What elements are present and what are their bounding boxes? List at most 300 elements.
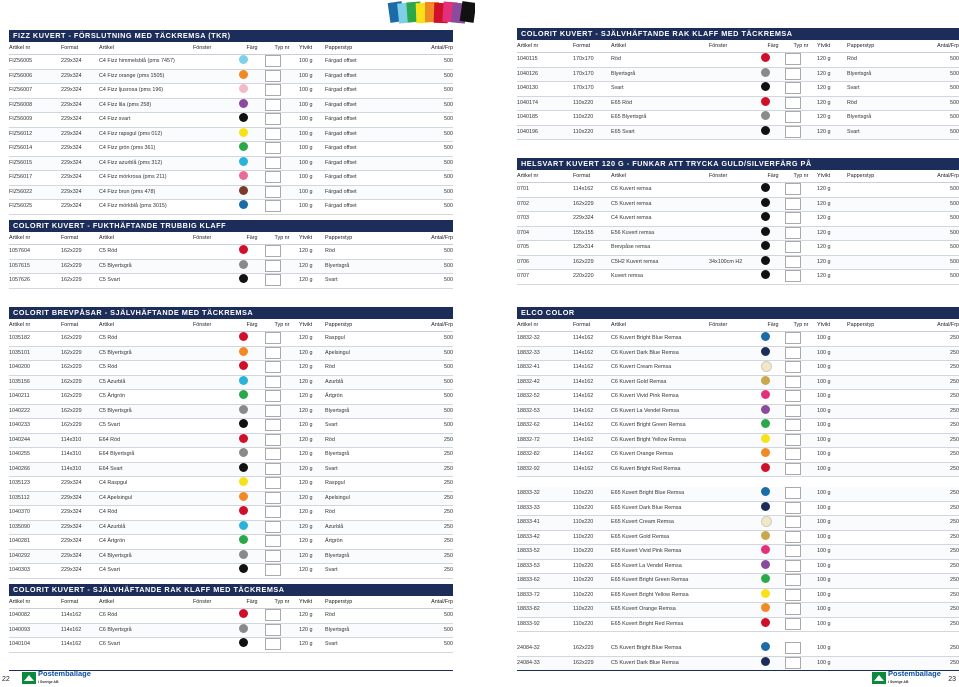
cell-fonster: [709, 448, 761, 462]
color-swatch-icon: [761, 657, 770, 666]
type-nr-box: [785, 361, 801, 373]
color-cell: [239, 245, 265, 259]
cell-artikel: C4 Fizz mörkrosa (pms 211): [99, 174, 167, 180]
color-swatch-icon: [761, 212, 770, 221]
column-header: Artikel: [99, 599, 114, 605]
column-header: Färg: [246, 235, 258, 241]
cell-artikel: E65 Kuvert Cream Remsa: [611, 519, 674, 525]
cell-ytvikt: 120 g: [299, 335, 313, 341]
cell-papper: [847, 227, 907, 241]
cell-antal: 250: [950, 548, 959, 554]
cell-nr: 24084-33: [517, 659, 540, 666]
color-swatch-icon: [239, 521, 248, 530]
table-row: [517, 560, 959, 575]
cell-antal: 500: [950, 114, 959, 120]
cell-ytvikt: 100 g: [299, 116, 313, 122]
column-header: Färg: [246, 322, 258, 328]
table-row: [9, 200, 453, 215]
color-cell: [761, 212, 785, 226]
cell-artikel: Brevpåse remsa: [611, 244, 651, 250]
cell-nr: 1040292: [9, 552, 30, 559]
cell-antal: 500: [950, 186, 959, 192]
type-nr-box: [265, 624, 281, 636]
cell-antal: 250: [444, 451, 453, 457]
cell-papper: Röd: [325, 436, 335, 443]
type-nr-cell: [265, 390, 299, 404]
cell-nr: 1057626: [9, 277, 30, 283]
cell-nr: 24084-32: [517, 645, 540, 651]
column-header: Artikel nr: [9, 45, 31, 51]
section-fukt: [9, 220, 453, 289]
table-row: [9, 405, 453, 420]
column-header: Format: [61, 599, 79, 605]
column-header: Färg: [246, 599, 258, 605]
table-row: [9, 274, 453, 289]
color-swatch-icon: [761, 227, 770, 236]
cell-fonster: [709, 502, 761, 516]
cell-antal: 500: [444, 364, 453, 370]
color-cell: [761, 434, 785, 448]
cell-nr: FIZ56008: [9, 101, 33, 108]
cell-ytvikt: 100 g: [299, 159, 313, 166]
type-nr-cell: [785, 434, 817, 448]
table-row: [517, 270, 959, 285]
type-nr-cell: [785, 97, 817, 111]
cell-papper: Svart: [325, 567, 338, 573]
section-rak2: [517, 28, 959, 140]
cell-papper: [847, 560, 907, 574]
cell-ytvikt: 100 g: [817, 393, 831, 399]
type-nr-cell: [785, 332, 817, 346]
cell-nr: 0706: [517, 258, 529, 265]
color-swatch-icon: [761, 448, 770, 457]
color-swatch-icon: [239, 157, 248, 166]
cell-ytvikt: 100 g: [299, 174, 313, 180]
type-nr-box: [265, 70, 281, 82]
column-header: Papperstyp: [325, 235, 353, 241]
type-nr-box: [265, 245, 281, 257]
type-nr-cell: [265, 564, 299, 578]
type-nr-box: [265, 609, 281, 621]
cell-fonster: [193, 245, 239, 259]
table-row: [517, 545, 959, 560]
type-nr-box: [785, 618, 801, 630]
cell-ytvikt: 120 g: [817, 128, 831, 135]
color-cell: [239, 376, 265, 390]
cell-ytvikt: 100 g: [817, 562, 831, 569]
cell-antal: 250: [950, 451, 959, 457]
cell-nr: 0701: [517, 186, 529, 192]
cell-nr: 1040370: [9, 509, 30, 515]
cell-fonster: [193, 186, 239, 200]
cell-ytvikt: 100 g: [299, 145, 313, 151]
cell-artikel: C4 Svart: [99, 567, 120, 573]
type-nr-box: [265, 477, 281, 489]
type-nr-box: [265, 390, 281, 402]
table-row: [9, 477, 453, 492]
cell-ytvikt: 120 g: [299, 277, 313, 283]
cell-fonster: [193, 419, 239, 433]
cell-format: 110x220: [573, 128, 594, 135]
type-nr-cell: [785, 68, 817, 82]
cell-format: 229x324: [61, 567, 82, 573]
cell-fonster: [193, 171, 239, 185]
cell-ytvikt: 100 g: [817, 577, 831, 583]
cell-ytvikt: 120 g: [299, 465, 313, 472]
cell-papper: [847, 332, 907, 346]
cell-antal: 500: [950, 56, 959, 62]
color-cell: [761, 376, 785, 390]
cell-antal: 250: [950, 519, 959, 525]
cell-artikel: C4 Raspgul: [99, 480, 128, 486]
table-row: [517, 126, 959, 141]
column-header: Antal/Frp: [431, 322, 453, 328]
column-header: Format: [61, 235, 79, 241]
cell-ytvikt: 100 g: [817, 465, 831, 472]
color-swatch-icon: [239, 70, 248, 79]
cell-papper: [847, 545, 907, 559]
column-header: Papperstyp: [325, 45, 353, 51]
cell-artikel: Blyertsgrå: [611, 70, 636, 77]
cell-ytvikt: 120 g: [817, 70, 831, 77]
cell-ytvikt: 120 g: [299, 349, 313, 356]
cell-ytvikt: 120 g: [299, 393, 313, 399]
cell-format: 114x162: [61, 626, 82, 633]
cell-format: 110x220: [573, 519, 594, 525]
cell-fonster: [709, 376, 761, 390]
cell-nr: 1040196: [517, 128, 538, 135]
cell-ytvikt: 100 g: [817, 606, 831, 612]
cell-artikel: C6 Kuvert Bright Yellow Remsa: [611, 436, 686, 443]
cell-format: 114x162: [573, 436, 594, 443]
cell-papper: [847, 390, 907, 404]
table-row: [517, 390, 959, 405]
type-nr-cell: [265, 347, 299, 361]
cell-nr: 1040082: [9, 612, 30, 618]
table-row: [517, 502, 959, 517]
cell-artikel: C4 Fizz rapsgul (pms 012): [99, 130, 163, 137]
cell-nr: 1035123: [9, 480, 30, 486]
cell-format: 229x324: [61, 87, 82, 93]
table-row: [517, 487, 959, 502]
color-swatch-icon: [239, 609, 248, 618]
cell-nr: 1035182: [9, 335, 30, 341]
cell-format: 229x324: [573, 215, 594, 221]
cell-papper: Svart: [325, 465, 338, 472]
table-row: [9, 186, 453, 201]
cell-ytvikt: 120 g: [817, 244, 831, 250]
cell-papper: [847, 531, 907, 545]
cell-format: 170x170: [573, 70, 594, 77]
cell-nr: 18833-53: [517, 562, 540, 569]
cell-artikel: C6 Blyertsgrå: [99, 626, 132, 633]
color-swatch-icon: [761, 545, 770, 554]
column-header: Ytvikt: [299, 322, 313, 328]
cell-papper: Färgad offset: [325, 116, 357, 122]
type-nr-cell: [785, 270, 817, 284]
cell-format: 110x220: [573, 562, 594, 569]
cell-ytvikt: 100 g: [817, 422, 831, 428]
type-nr-box: [265, 405, 281, 417]
color-swatch-icon: [239, 274, 248, 283]
cell-format: 229x324: [61, 494, 82, 501]
cell-nr: 1035101: [9, 349, 30, 356]
cell-nr: 0705: [517, 244, 529, 250]
cell-fonster: [193, 448, 239, 462]
table-body: [517, 183, 959, 285]
type-nr-box: [265, 260, 281, 272]
column-header: Fönster: [709, 43, 728, 49]
cell-papper: Blyertsgrå: [325, 407, 350, 414]
type-nr-cell: [265, 609, 299, 623]
color-swatch-icon: [761, 531, 770, 540]
type-nr-cell: [265, 142, 299, 156]
color-cell: [239, 142, 265, 156]
color-cell: [239, 186, 265, 200]
cell-nr: 1057615: [9, 262, 30, 269]
cell-ytvikt: 100 g: [299, 58, 313, 64]
type-nr-box: [785, 463, 801, 475]
type-nr-box: [785, 405, 801, 417]
color-swatch-icon: [239, 405, 248, 414]
table-row: [9, 171, 453, 186]
cell-artikel: C6 Kuvert La Vendel Remsa: [611, 407, 680, 414]
type-nr-cell: [265, 84, 299, 98]
cell-fonster: [193, 535, 239, 549]
cell-antal: 250: [950, 577, 959, 583]
table-row: [9, 419, 453, 434]
cell-antal: 250: [444, 480, 453, 486]
cell-ytvikt: 100 g: [817, 407, 831, 414]
cell-antal: 500: [444, 349, 453, 356]
color-cell: [239, 521, 265, 535]
cell-format: 162x229: [573, 659, 594, 666]
table-row: [9, 347, 453, 362]
cell-artikel: C5 Kuvert remsa: [611, 200, 652, 207]
column-header: Artikel: [611, 173, 626, 179]
cell-fonster: [193, 390, 239, 404]
cell-ytvikt: 100 g: [817, 504, 831, 511]
color-cell: [239, 419, 265, 433]
logo-right: [872, 671, 941, 685]
cell-artikel: E65 Svart: [611, 128, 635, 135]
color-swatch-icon: [239, 492, 248, 501]
table-row: [9, 535, 453, 550]
color-swatch-icon: [761, 642, 770, 651]
cell-artikel: C6 Kuvert Bright Red Remsa: [611, 465, 681, 472]
cell-papper: [847, 487, 907, 501]
cell-ytvikt: 120 g: [299, 641, 313, 647]
color-cell: [239, 609, 265, 623]
cell-ytvikt: 120 g: [817, 186, 831, 192]
color-swatch-icon: [761, 376, 770, 385]
type-nr-cell: [265, 99, 299, 113]
cell-ytvikt: 120 g: [817, 200, 831, 207]
color-cell: [239, 550, 265, 564]
column-header: Artikel nr: [9, 235, 31, 241]
color-swatch-icon: [239, 55, 248, 64]
column-header: Ytvikt: [299, 599, 313, 605]
column-header: Artikel nr: [517, 322, 539, 328]
logo-text: Postemballage: [38, 669, 91, 678]
type-nr-cell: [785, 256, 817, 270]
type-nr-cell: [785, 657, 817, 671]
type-nr-box: [265, 492, 281, 504]
cell-artikel: E65 Kuvert Bright Red Remsa: [611, 620, 684, 627]
type-nr-cell: [785, 589, 817, 603]
cell-ytvikt: 120 g: [299, 407, 313, 414]
cell-artikel: E65 Kuvert Bright Blue Remsa: [611, 490, 685, 496]
cell-papper: Svart: [325, 641, 338, 647]
cell-ytvikt: 120 g: [817, 215, 831, 221]
cell-ytvikt: 120 g: [299, 451, 313, 457]
type-nr-box: [265, 128, 281, 140]
cell-fonster: [709, 126, 761, 140]
cell-papper: Färgad offset: [325, 174, 357, 180]
cell-nr: 1040174: [517, 99, 538, 106]
cell-artikel: E64 Blyertsgrå: [99, 451, 135, 457]
type-nr-cell: [265, 477, 299, 491]
cell-antal: 250: [444, 567, 453, 573]
table-row: [517, 332, 959, 347]
color-cell: [761, 126, 785, 140]
cell-ytvikt: 120 g: [299, 494, 313, 501]
cell-ytvikt: 100 g: [299, 203, 313, 209]
color-cell: [761, 53, 785, 67]
cell-ytvikt: 100 g: [817, 620, 831, 627]
color-swatch-icon: [761, 111, 770, 120]
cell-antal: 500: [444, 378, 453, 385]
color-cell: [761, 531, 785, 545]
color-cell: [239, 492, 265, 506]
cell-format: 170x170: [573, 85, 594, 91]
cell-antal: 250: [950, 378, 959, 385]
type-nr-cell: [265, 70, 299, 84]
cell-fonster: [709, 516, 761, 530]
color-cell: [761, 241, 785, 255]
cell-antal: 500: [444, 422, 453, 428]
cell-format: 110x220: [573, 504, 594, 511]
envelope-swatches-image: [385, 0, 475, 24]
cell-nr: 18833-82: [517, 606, 540, 612]
cell-format: 114x162: [573, 378, 594, 385]
table-row: [9, 113, 453, 128]
cell-format: 114x162: [573, 422, 594, 428]
table-row: [517, 347, 959, 362]
cell-format: 162x229: [573, 258, 594, 265]
cell-papper: [847, 642, 907, 656]
cell-artikel: C4 Fizz lila (pms 258): [99, 101, 152, 108]
color-cell: [239, 477, 265, 491]
cell-antal: 500: [444, 277, 453, 283]
color-swatch-icon: [761, 332, 770, 341]
type-nr-box: [265, 550, 281, 562]
type-nr-cell: [265, 274, 299, 288]
cell-fonster: [709, 589, 761, 603]
cell-format: 162x229: [573, 200, 594, 207]
color-swatch-icon: [761, 405, 770, 414]
cell-ytvikt: 120 g: [299, 480, 313, 486]
cell-artikel: E65 Kuvert Dark Blue Remsa: [611, 504, 682, 511]
cell-artikel: C5 Röd: [99, 335, 118, 341]
column-header: Ytvikt: [817, 173, 831, 179]
color-cell: [239, 463, 265, 477]
color-swatch-icon: [239, 463, 248, 472]
column-header: Typ nr: [274, 599, 290, 605]
cell-ytvikt: 120 g: [817, 85, 831, 91]
cell-fonster: [709, 390, 761, 404]
cell-format: 114x162: [573, 364, 594, 370]
cell-format: 110x220: [573, 620, 594, 627]
column-header: Ytvikt: [299, 235, 313, 241]
cell-papper: Färgad offset: [325, 145, 357, 151]
type-nr-cell: [265, 448, 299, 462]
table-row: [9, 638, 453, 653]
table-row: [9, 260, 453, 275]
cell-artikel: C4 Fizz orange (pms 1505): [99, 72, 165, 79]
color-cell: [761, 97, 785, 111]
color-cell: [761, 82, 785, 96]
type-nr-cell: [785, 463, 817, 477]
color-swatch-icon: [239, 245, 248, 254]
cell-antal: 500: [444, 612, 453, 618]
cell-nr: 18833-72: [517, 591, 540, 598]
cell-artikel: C5 Svart: [99, 422, 120, 428]
cell-ytvikt: 120 g: [299, 538, 313, 544]
column-header: Artikel nr: [9, 599, 31, 605]
color-swatch-icon: [239, 171, 248, 180]
cell-fonster: [193, 550, 239, 564]
cell-nr: 18832-82: [517, 451, 540, 457]
cell-papper: [847, 448, 907, 462]
type-nr-box: [265, 419, 281, 431]
type-nr-box: [785, 347, 801, 359]
cell-fonster: [193, 361, 239, 375]
cell-antal: 250: [444, 494, 453, 501]
cell-format: 114x162: [61, 612, 82, 618]
cell-papper: Färgad offset: [325, 87, 357, 93]
column-header: Fönster: [193, 322, 212, 328]
column-header: Format: [573, 173, 591, 179]
type-nr-cell: [265, 419, 299, 433]
color-cell: [761, 183, 785, 197]
type-nr-cell: [785, 126, 817, 140]
table-row: [9, 492, 453, 507]
cell-format: 114x162: [61, 641, 82, 647]
cell-artikel: C5 Azurblå: [99, 378, 126, 385]
column-header: Fönster: [193, 599, 212, 605]
cell-papper: Röd: [325, 248, 335, 254]
cell-fonster: [193, 434, 239, 448]
cell-antal: 500: [444, 72, 453, 79]
cell-antal: 250: [950, 349, 959, 356]
table-header: [517, 40, 959, 53]
cell-fonster: [193, 274, 239, 288]
cell-papper: [847, 241, 907, 255]
table-row: [9, 245, 453, 260]
cell-ytvikt: 120 g: [299, 626, 313, 633]
cell-artikel: C4 Kuvert remsa: [611, 215, 652, 221]
cell-antal: 500: [950, 99, 959, 106]
cell-artikel: E65 Röd: [611, 99, 632, 106]
type-nr-cell: [785, 502, 817, 516]
cell-fonster: [193, 624, 239, 638]
cell-fonster: [709, 603, 761, 617]
cell-fonster: 34x100cm H2: [709, 258, 743, 265]
cell-format: 162x229: [61, 393, 82, 399]
cell-fonster: [193, 128, 239, 142]
cell-artikel: C6 Kuvert remsa: [611, 186, 652, 192]
